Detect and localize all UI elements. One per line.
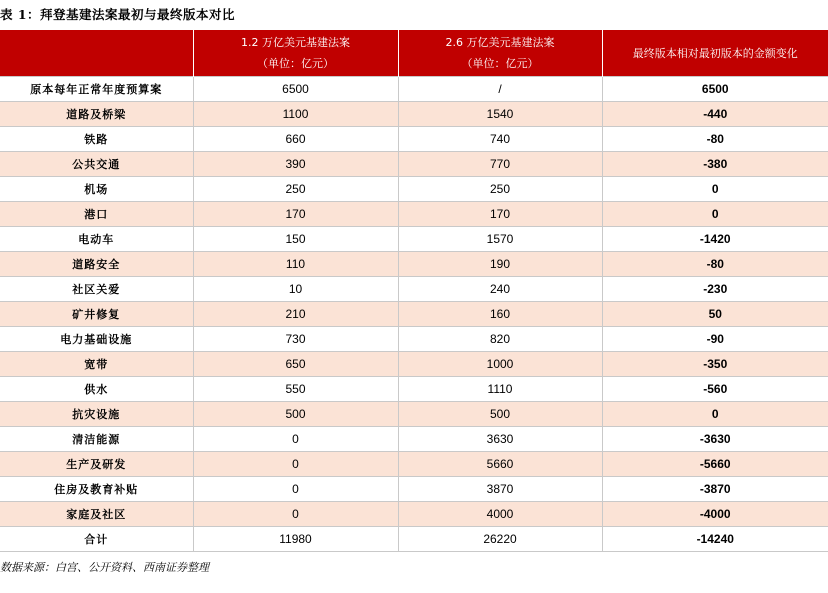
table-row — [0, 352, 828, 377]
row-final-value-cell: 170 — [398, 202, 602, 227]
row-initial-value-cell: 150 — [193, 227, 398, 252]
header-final-bill-unit: （单位：亿元） — [461, 57, 539, 70]
row-change-cell: -4000 — [602, 502, 828, 527]
row-change-cell: -440 — [602, 102, 828, 127]
header-initial-bill — [193, 30, 398, 77]
row-final-value-cell: 240 — [398, 277, 602, 302]
row-change-cell: -90 — [602, 327, 828, 352]
row-final-value-cell: 5660 — [398, 452, 602, 477]
row-initial-value-cell: 110 — [193, 252, 398, 277]
row-category-cell: 抗灾设施 — [0, 402, 193, 427]
header-final-bill-title: 2.6 万亿美元基建法案 — [445, 36, 555, 49]
row-final-value-cell: 26220 — [398, 527, 602, 552]
row-category-cell: 港口 — [0, 202, 193, 227]
row-category-cell: 宽带 — [0, 352, 193, 377]
row-final-value-cell: 1000 — [398, 352, 602, 377]
table-row — [0, 502, 828, 527]
row-initial-value-cell: 250 — [193, 177, 398, 202]
row-category-cell: 电动车 — [0, 227, 193, 252]
row-initial-value-cell: 660 — [193, 127, 398, 152]
row-initial-value-cell: 10 — [193, 277, 398, 302]
row-change-cell: -3630 — [602, 427, 828, 452]
row-final-value-cell: 500 — [398, 402, 602, 427]
source-note: 数据来源：白宫、公开资料、西南证券整理 — [0, 561, 209, 574]
row-change-cell: 0 — [602, 177, 828, 202]
table-row — [0, 177, 828, 202]
table-row — [0, 102, 828, 127]
row-initial-value-cell: 0 — [193, 477, 398, 502]
table-title: 表 1：拜登基建法案最初与最终版本对比 — [0, 7, 236, 22]
row-initial-value-cell: 210 — [193, 302, 398, 327]
row-change-cell: -14240 — [602, 527, 828, 552]
comparison-table — [0, 30, 828, 552]
row-initial-value-cell: 390 — [193, 152, 398, 177]
row-final-value-cell: / — [398, 77, 602, 102]
row-initial-value-cell: 6500 — [193, 77, 398, 102]
row-final-value-cell: 4000 — [398, 502, 602, 527]
table-body — [0, 77, 828, 552]
row-initial-value-cell: 550 — [193, 377, 398, 402]
header-initial-bill-title: 1.2 万亿美元基建法案 — [241, 36, 350, 49]
row-final-value-cell: 190 — [398, 252, 602, 277]
table-row — [0, 327, 828, 352]
table-row — [0, 302, 828, 327]
row-change-cell: -80 — [602, 127, 828, 152]
row-initial-value-cell: 11980 — [193, 527, 398, 552]
row-category-cell: 机场 — [0, 177, 193, 202]
table-row — [0, 477, 828, 502]
table-row — [0, 377, 828, 402]
row-category-cell: 清洁能源 — [0, 427, 193, 452]
table-row — [0, 152, 828, 177]
row-change-cell: 50 — [602, 302, 828, 327]
row-category-cell: 社区关爱 — [0, 277, 193, 302]
row-category-cell: 道路及桥梁 — [0, 102, 193, 127]
row-category-cell: 家庭及社区 — [0, 502, 193, 527]
table-row — [0, 427, 828, 452]
row-category-cell: 公共交通 — [0, 152, 193, 177]
row-initial-value-cell: 0 — [193, 427, 398, 452]
row-change-cell: -1420 — [602, 227, 828, 252]
row-initial-value-cell: 500 — [193, 402, 398, 427]
row-final-value-cell: 160 — [398, 302, 602, 327]
row-final-value-cell: 740 — [398, 127, 602, 152]
row-change-cell: -560 — [602, 377, 828, 402]
row-change-cell: -230 — [602, 277, 828, 302]
row-initial-value-cell: 0 — [193, 452, 398, 477]
row-final-value-cell: 3870 — [398, 477, 602, 502]
row-change-cell: -5660 — [602, 452, 828, 477]
row-final-value-cell: 820 — [398, 327, 602, 352]
row-category-cell: 原本每年正常年度预算案 — [0, 77, 193, 102]
row-initial-value-cell: 170 — [193, 202, 398, 227]
table-row — [0, 527, 828, 552]
table-header-row — [0, 30, 828, 77]
row-category-cell: 住房及教育补贴 — [0, 477, 193, 502]
header-category — [0, 30, 193, 77]
row-change-cell: -3870 — [602, 477, 828, 502]
row-category-cell: 供水 — [0, 377, 193, 402]
row-final-value-cell: 1540 — [398, 102, 602, 127]
row-category-cell: 道路安全 — [0, 252, 193, 277]
row-final-value-cell: 3630 — [398, 427, 602, 452]
row-final-value-cell: 1570 — [398, 227, 602, 252]
table-row — [0, 452, 828, 477]
row-initial-value-cell: 730 — [193, 327, 398, 352]
row-final-value-cell: 250 — [398, 177, 602, 202]
header-final-bill — [398, 30, 602, 77]
row-initial-value-cell: 0 — [193, 502, 398, 527]
header-change: 最终版本相对最初版本的金额变化 — [602, 30, 828, 77]
row-final-value-cell: 770 — [398, 152, 602, 177]
table-row — [0, 252, 828, 277]
table-row — [0, 227, 828, 252]
row-initial-value-cell: 650 — [193, 352, 398, 377]
row-category-cell: 铁路 — [0, 127, 193, 152]
table-row — [0, 402, 828, 427]
row-category-cell: 合计 — [0, 527, 193, 552]
row-category-cell: 生产及研发 — [0, 452, 193, 477]
row-initial-value-cell: 1100 — [193, 102, 398, 127]
table-row — [0, 202, 828, 227]
row-category-cell: 矿井修复 — [0, 302, 193, 327]
row-change-cell: -350 — [602, 352, 828, 377]
row-change-cell: 0 — [602, 202, 828, 227]
table-row — [0, 127, 828, 152]
row-change-cell: -380 — [602, 152, 828, 177]
row-final-value-cell: 1110 — [398, 377, 602, 402]
table-row — [0, 77, 828, 102]
row-change-cell: 0 — [602, 402, 828, 427]
table-row — [0, 277, 828, 302]
header-initial-bill-unit: （单位：亿元） — [257, 57, 334, 70]
row-change-cell: -80 — [602, 252, 828, 277]
row-category-cell: 电力基础设施 — [0, 327, 193, 352]
row-change-cell: 6500 — [602, 77, 828, 102]
